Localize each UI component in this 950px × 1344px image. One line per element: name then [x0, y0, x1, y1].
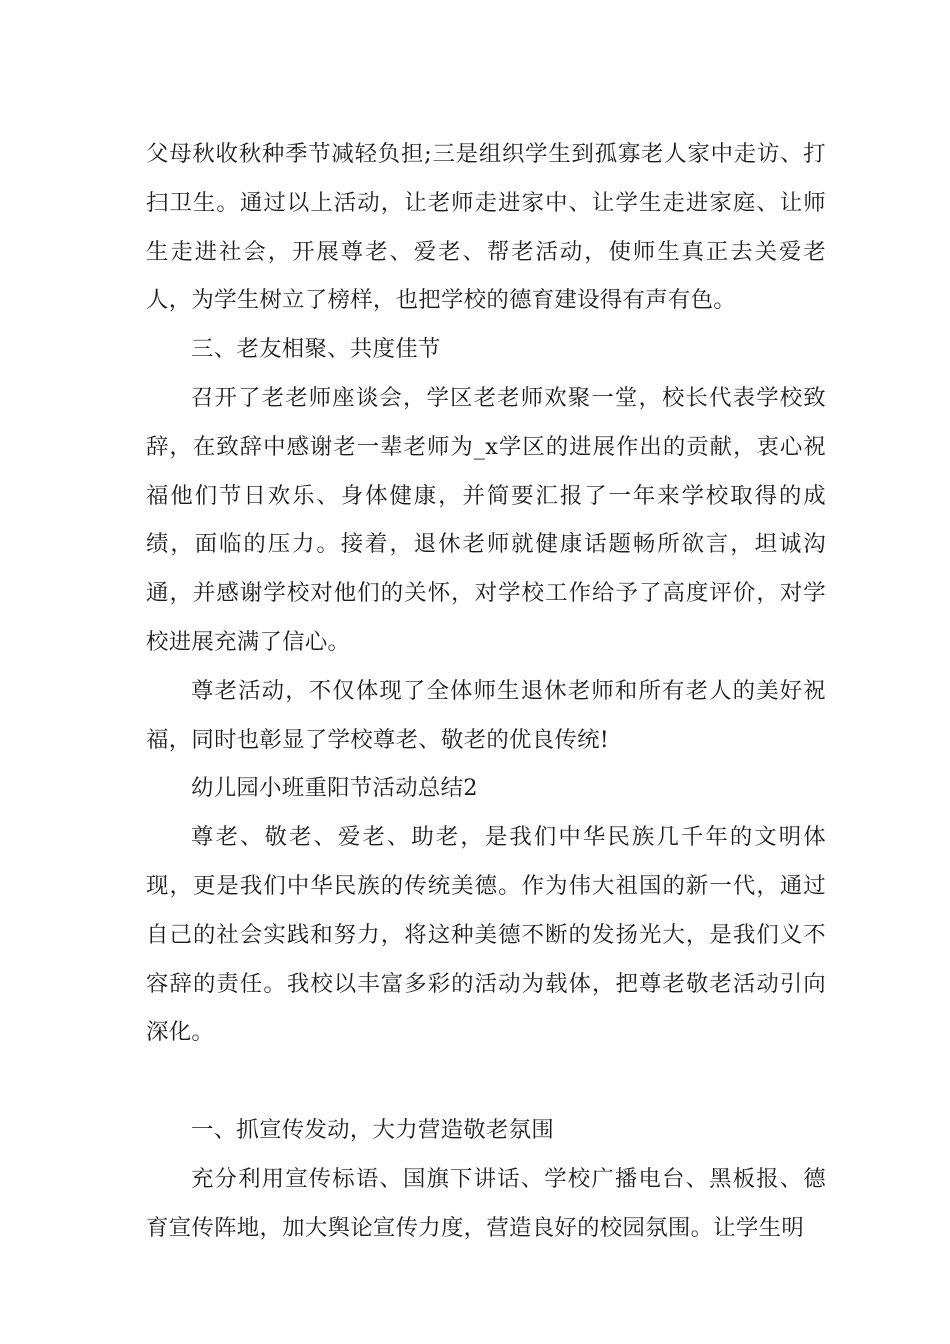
- section-heading-three: 三、老友相聚、共度佳节: [191, 336, 441, 363]
- paragraph-continuation: 父母秋收秋种季节减轻负担;三是组织学生到孤寡老人家中走访、打扫卫生。通过以上活动，让老师走进家中、让学生走进家庭、让师生走进社会，开展尊老、爱老、帮老活动，使师生真正去关爱老人，为学生树立了榜样，也把学校的德育建设得有声有色。: [146, 141, 826, 314]
- document-body: [146, 130, 826, 1252]
- section-heading-one: 一、抓宣传发动，大力营造敬老氛围: [191, 1116, 555, 1143]
- article-title-2: 幼儿园小班重阳节活动总结2: [191, 775, 478, 802]
- paragraph-intro: 尊老、敬老、爱老、助老，是我们中华民族几千年的文明体现，更是我们中华民族的传统美德。作为伟大祖国的新一代，通过自己的社会实践和努力，将这种美德不断的发扬光大，是我们义不容辞的责任。我校以丰富多彩的活动为载体，把尊老敬老活动引向深化。: [146, 824, 826, 1046]
- paragraph-symposium: 召开了老老师座谈会，学区老老师欢聚一堂，校长代表学校致辞，在致辞中感谢老一辈老师为_x学区的进展作出的贡献，衷心祝福他们节日欢乐、身体健康，并简要汇报了一年来学校取得的成绩，面临的压力。接着，退休老师就健康话题畅所欲言，坦诚沟通，并感谢学校对他们的关怀，对学校工作给予了高度评价，对学校进展充满了信心。: [146, 384, 826, 655]
- paragraph-respect-activity: 尊老活动，不仅体现了全体师生退休老师和所有老人的美好祝福，同时也彰显了学校尊老、敬老的优良传统!: [146, 677, 826, 753]
- blank-line: [146, 1057, 826, 1106]
- paragraph-publicity: 充分利用宣传标语、国旗下讲话、学校广播电台、黑板报、德育宣传阵地，加大舆论宣传力度，营造良好的校园氛围。让学生明: [146, 1165, 826, 1241]
